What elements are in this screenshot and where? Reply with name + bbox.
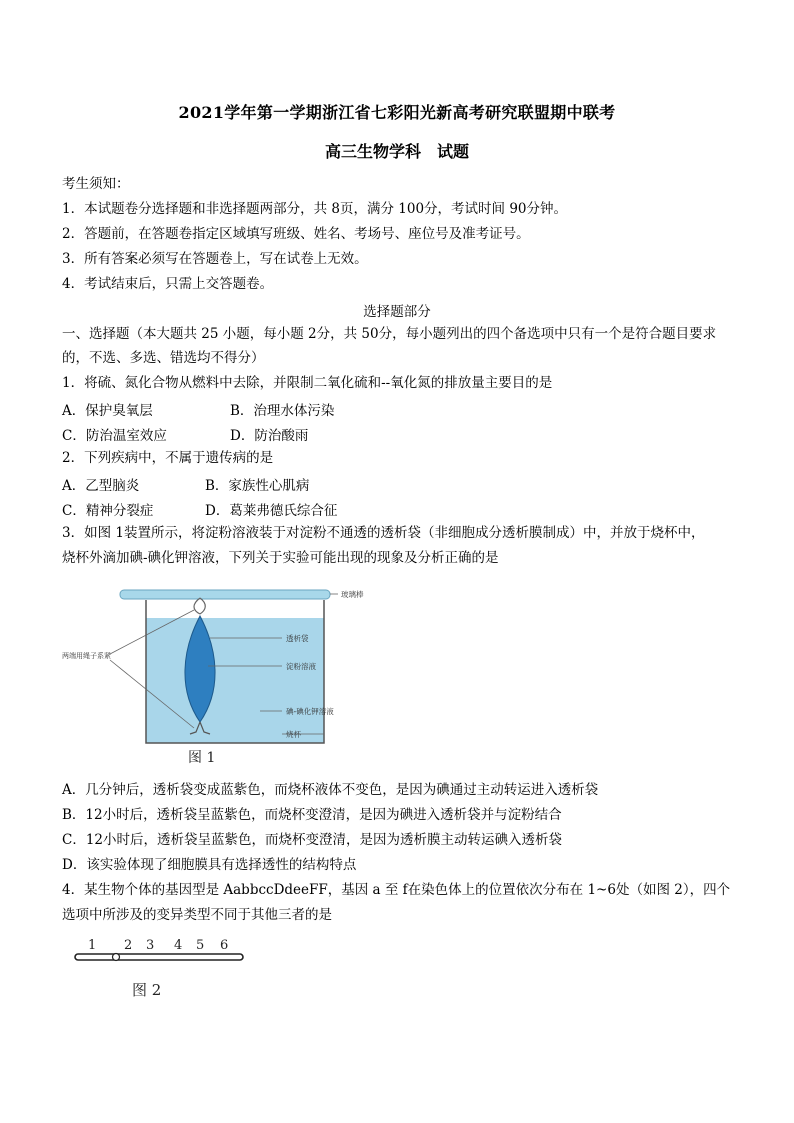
label-rod: 玻璃棒 [341, 590, 364, 599]
locus-label-6: 6 [220, 938, 229, 953]
chromosome-bar [75, 954, 243, 960]
label-rope: 两端用绳子系紧 [62, 652, 111, 660]
label-starch: 淀粉溶液 [286, 662, 316, 671]
section-name: 选择题部分 [363, 304, 431, 320]
label-bag: 透析袋 [286, 634, 309, 643]
exam-title: 2021学年第一学期浙江省七彩阳光新高考研究联盟期中联考 [178, 103, 616, 122]
q3-option-b: B．12小时后，透析袋呈蓝紫色，而烧杯变澄清，是因为碘进入透析袋并与淀粉结合 [62, 807, 562, 823]
figure-2 [70, 935, 260, 1005]
locus-label-4: 4 [174, 938, 183, 953]
label-beaker: 烧杯 [286, 730, 301, 739]
notice-item-1: 1．本试题卷分选择题和非选择题两部分，共 8页，满分 100分，考试时间 90分钟。 [62, 201, 567, 217]
q2-option-d: D．葛莱弗德氏综合征 [205, 503, 338, 519]
locus-label-1: 1 [88, 938, 97, 953]
q3-option-a: A．几分钟后，透析袋变成蓝紫色，而烧杯液体不变色，是因为碘通过主动转运进入透析袋 [62, 782, 599, 798]
figure-1 [60, 580, 380, 770]
figure-2-caption: 图 2 [132, 981, 162, 999]
q2-option-a: A．乙型脑炎 [62, 478, 140, 494]
q1-option-d: D．防治酸雨 [230, 428, 309, 444]
top-string [194, 598, 205, 614]
q1-stem: 1．将硫、氮化合物从燃料中去除，并限制二氧化硫和--氧化氮的排放量主要目的是 [62, 375, 553, 391]
q3-option-d: D．该实验体现了细胞膜具有选择透性的结构特点 [62, 857, 357, 873]
q1-option-c: C．防治温室效应 [62, 428, 167, 444]
q3-stem-2: 烧杯外滴加碘-碘化钾溶液，下列关于实验可能出现的现象及分析正确的是 [62, 550, 499, 566]
notice-heading: 考生须知： [62, 176, 130, 192]
q4-stem-1: 4．某生物个体的基因型是 AabbccDdeeFF，基因 a 至 f在染色体上的位置依次分布在 1~6处（如图 2），四个 [62, 882, 731, 898]
q4-stem-2: 选项中所涉及的变异类型不同于其他三者的是 [62, 907, 332, 923]
q1-option-b: B．治理水体污染 [230, 403, 335, 419]
q2-option-b: B．家族性心肌病 [205, 478, 310, 494]
locus-label-5: 5 [196, 938, 205, 953]
figure-1-caption: 图 1 [188, 750, 216, 766]
section-intro-2: 的，不选、多选、错选均不得分） [62, 350, 265, 366]
glass-rod [120, 590, 330, 599]
notice-item-3: 3．所有答案必须写在答题卷上，写在试卷上无效。 [62, 251, 368, 267]
q3-stem-1: 3．如图 1装置所示，将淀粉溶液装于对淀粉不通透的透析袋（非细胞成分透析膜制成）中，并放于烧杯中， [62, 525, 705, 541]
q3-option-c: C．12小时后，透析袋呈蓝紫色，而烧杯变澄清，是因为透析膜主动转运碘入透析袋 [62, 832, 563, 848]
locus-label-2: 2 [124, 938, 133, 953]
q2-stem: 2．下列疾病中，不属于遗传病的是 [62, 450, 274, 466]
q1-option-a: A．保护臭氧层 [62, 403, 153, 419]
locus-label-3: 3 [146, 938, 155, 953]
notice-item-4: 4．考试结束后，只需上交答题卷。 [62, 276, 274, 292]
section-intro-1: 一、选择题（本大题共 25 小题，每小题 2分，共 50分，每小题列出的四个备选项中只有一个是符合题目要求 [62, 326, 717, 342]
label-iodine: 碘-碘化钾溶液 [286, 707, 334, 716]
exam-subtitle: 高三生物学科 试题 [324, 142, 469, 161]
centromere [113, 954, 120, 961]
q2-option-c: C．精神分裂症 [62, 503, 154, 519]
notice-item-2: 2．答题前，在答题卷指定区域填写班级、姓名、考场号、座位号及准考证号。 [62, 226, 530, 242]
